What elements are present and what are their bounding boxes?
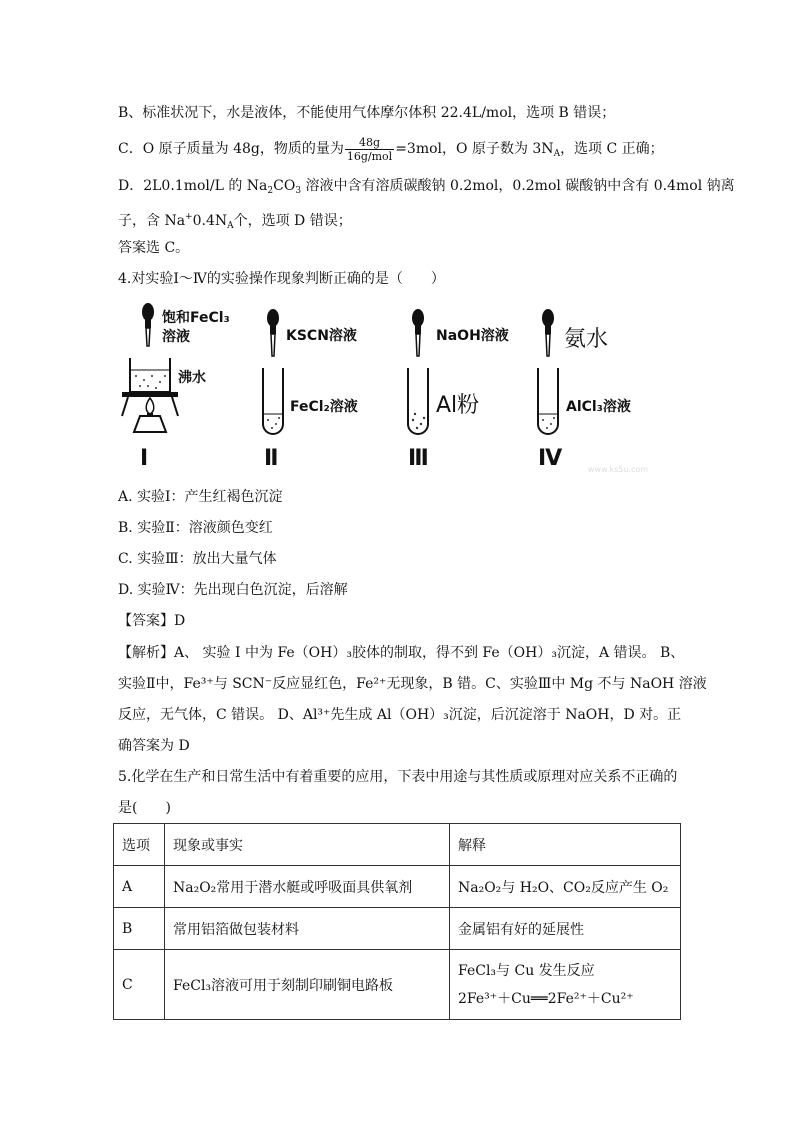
dropper-neck [415, 326, 421, 334]
tripod-leg [172, 397, 178, 416]
table-cell-option: C [114, 950, 165, 1020]
tripod-leg [122, 397, 128, 416]
dropper-bulb-icon [267, 309, 279, 327]
reagent-label: KSCN溶液 [286, 328, 357, 344]
lamp-wick [147, 413, 153, 417]
option-d: D. 实验Ⅳ：先出现白色沉淀，后溶解 [118, 582, 348, 598]
reagent-label: NaOH溶液 [436, 328, 509, 344]
option-c: C. 实验Ⅲ：放出大量气体 [118, 551, 277, 567]
subscript: 3 [295, 186, 302, 196]
tube-label: FeCl₂溶液 [290, 399, 358, 415]
subscript: 2 [267, 186, 274, 196]
dropper-tip [416, 334, 420, 356]
text-fragment: ，选项 C 正确； [560, 141, 664, 157]
explanation-line-2: 实验Ⅱ中，Fe³⁺与 SCN⁻反应显红色，Fe²⁺无现象，B 错。C、实验Ⅲ中 Mg 不与 NaOH 溶液 [118, 676, 707, 692]
experiment-2 [263, 309, 358, 471]
text-fragment: 0.4N [192, 213, 228, 229]
table-cell-fact: FeCl₃溶液可用于刻制印刷铜电路板 [165, 950, 450, 1020]
table-header-cell: 解释 [450, 824, 681, 866]
alcohol-lamp-icon [134, 416, 166, 432]
option-b: B. 实验Ⅱ：溶液颜色变红 [118, 520, 273, 536]
dropper-tip [146, 328, 150, 346]
table-header-cell: 选项 [114, 824, 165, 866]
dropper-neck [270, 326, 276, 334]
text-fragment: 子，含 Na [118, 213, 186, 229]
option-c-explanation [118, 134, 664, 169]
text-fragment: 溶液中含有溶质碳酸钠 0.2mol，0.2mol 碳酸钠中含有 0.4mol 钠离 [301, 178, 735, 194]
tube-label: AlCl₃溶液 [566, 399, 631, 415]
reagent-label-2: 溶液 [162, 329, 190, 345]
watermark: www.ks5u.com [588, 465, 649, 474]
reagent-label-1: 饱和FeCl₃ [162, 310, 230, 326]
powder-dots [412, 413, 425, 429]
answer-label: 【答案】D [118, 613, 186, 629]
superscript: + [185, 212, 193, 222]
table-cell-fact: Na₂O₂常用于潜水艇或呼吸面具供氧剂 [165, 866, 450, 908]
liquid-dots [542, 417, 555, 429]
test-tube-icon [538, 368, 558, 434]
option-b-explanation: B、标准状况下，水是液体，不能使用气体摩尔体积 22.4L/mol，选项 B 错误； [118, 105, 616, 121]
experiment-1-label: Ⅰ [140, 446, 149, 471]
experiment-3 [408, 309, 509, 471]
explanation-line-3: 反应，无气体，C 错误。 D、Al³⁺先生成 Al（OH）₃沉淀，后沉淀溶于 NaOH，D 对。正 [118, 707, 682, 723]
water-dots [135, 375, 166, 389]
reason-line-2: 2Fe³⁺＋Cu══2Fe²⁺＋Cu²⁺ [458, 990, 634, 1007]
text-fragment: =3mol，O 原子数为 3N [395, 141, 554, 157]
reagent-label: 氨水 [564, 327, 609, 352]
dropper-bulb-icon [412, 309, 424, 327]
dropper-neck [145, 320, 151, 328]
text-fragment: 个，选项 D 错误； [233, 213, 352, 229]
flame-icon [146, 398, 154, 414]
option-d-explanation-line1 [118, 176, 735, 201]
tube-label: Al粉 [436, 393, 480, 418]
question-5-table [113, 823, 681, 1020]
explanation-line-1: 【解析】A、 实验 I 中为 Fe（OH）₃胶体的制取，得不到 Fe（OH）₃沉淀，A 错误。 B、 [118, 645, 685, 661]
experiment-1 [122, 303, 230, 471]
explanation-line-4: 确答案为 D [118, 738, 190, 754]
fraction [345, 136, 394, 163]
table-cell-option: B [114, 908, 165, 950]
text-fragment: C．O 原子质量为 48g，物质的量为 [118, 141, 344, 157]
dropper-neck [545, 326, 551, 334]
table-cell-option: A [114, 866, 165, 908]
question-5-line-2: 是( ) [118, 800, 171, 816]
fraction-numerator: 48g [345, 136, 394, 150]
dropper-tip [546, 334, 550, 356]
table-cell-reason: Na₂O₂与 H₂O、CO₂反应产生 O₂ [450, 866, 681, 908]
table-row [114, 866, 681, 908]
option-a: A. 实验Ⅰ：产生红褐色沉淀 [118, 489, 283, 505]
question-5-line-1: 5.化学在生产和日常生活中有着重要的应用，下表中用途与其性质或原理对应关系不正确的 [118, 769, 678, 785]
text-fragment: CO [273, 178, 296, 194]
test-tube-icon [263, 368, 283, 434]
table-cell-reason: 金属铝有好的延展性 [450, 908, 681, 950]
dropper-tip [271, 334, 275, 356]
subscript: A [227, 221, 234, 231]
test-tube-icon [408, 368, 428, 434]
experiment-4-label: Ⅳ [538, 446, 563, 471]
answer-c: 答案选 C。 [118, 240, 190, 256]
boiling-water-label: 沸水 [178, 370, 206, 386]
experiment-2-label: Ⅱ [264, 446, 279, 471]
reason-line-1: FeCl₃与 Cu 发生反应 [458, 962, 595, 979]
option-d-explanation-line2 [118, 207, 352, 236]
table-header-cell: 现象或事实 [165, 824, 450, 866]
question-4: 4.对实验Ⅰ～Ⅳ的实验操作现象判断正确的是（ ） [118, 271, 445, 287]
table-row [114, 950, 681, 1020]
experiment-4 [538, 309, 648, 474]
liquid-dots [267, 417, 280, 429]
table-cell-fact: 常用铝箔做包装材料 [165, 908, 450, 950]
dropper-bulb-icon [142, 303, 154, 321]
table-header-row [114, 824, 681, 866]
table-row [114, 908, 681, 950]
subscript: A [553, 149, 561, 159]
tripod-gauze [122, 392, 178, 397]
table-cell-reason [450, 950, 681, 1020]
text-fragment: D．2L0.1mol/L 的 Na [118, 178, 268, 194]
dropper-bulb-icon [542, 309, 554, 327]
fraction-denominator: 16g/mol [346, 149, 393, 163]
experiment-apparatus-figure [118, 300, 678, 480]
experiment-3-label: Ⅲ [408, 446, 429, 471]
